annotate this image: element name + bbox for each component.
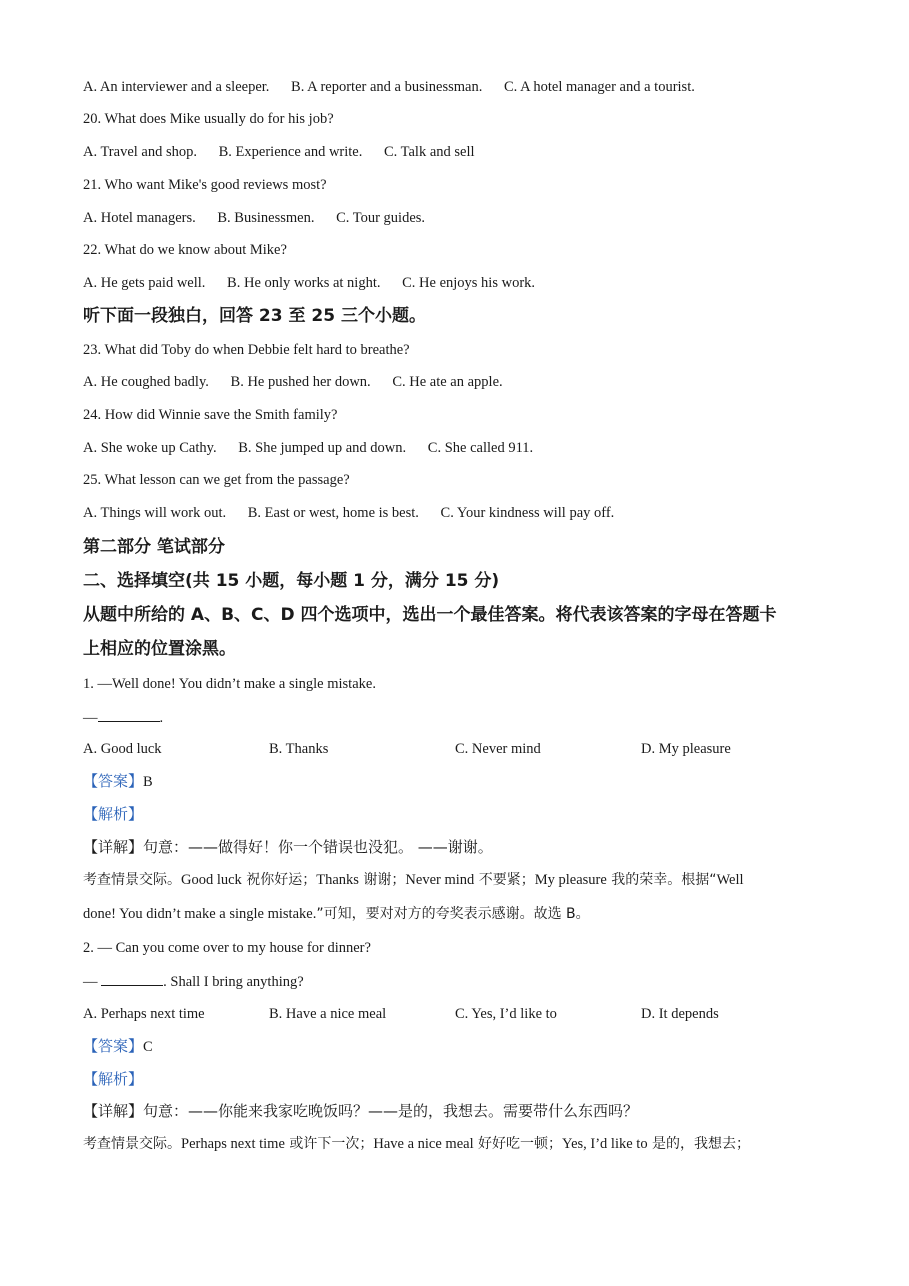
- instruction-line-1: 从题中所给的 A、B、C、D 四个选项中，选出一个最佳答案。将代表该答案的字母在答题卡: [83, 605, 777, 625]
- option-a: A. Perhaps next time: [83, 1006, 205, 1022]
- question-21: 21. Who want Mike's good reviews most?: [83, 177, 327, 193]
- option-b: B. Experience and write.: [218, 144, 363, 160]
- option-d: D. It depends: [641, 1006, 719, 1022]
- q1-detail: 【详解】句意：——做得好！你一个错误也没犯。 ——谢谢。: [83, 838, 493, 856]
- option-c: C. He ate an apple.: [392, 374, 503, 390]
- option-a: A. Travel and shop.: [83, 144, 197, 160]
- answer-label: 【答案】: [83, 1037, 144, 1055]
- q1-analysis-label: 【解析】: [83, 805, 144, 823]
- question-23: 23. What did Toby do when Debbie felt hard to breathe?: [83, 342, 410, 358]
- q1-response-line: — .: [83, 707, 163, 728]
- q2-analysis-label: 【解析】: [83, 1070, 144, 1088]
- option-b: B. Have a nice meal: [269, 1006, 387, 1022]
- option-c: C. Never mind: [455, 741, 541, 757]
- answer-label: 【答案】: [83, 772, 144, 790]
- option-c: C. A hotel manager and a tourist.: [503, 79, 695, 95]
- option-c: C. Tour guides.: [336, 210, 426, 226]
- q22-options: [83, 273, 553, 293]
- option-a: A. Hotel managers.: [83, 210, 196, 226]
- q2-options: [83, 1004, 823, 1024]
- option-b: B. A reporter and a businessman.: [291, 79, 483, 95]
- option-c: C. Yes, I’d like to: [455, 1006, 557, 1022]
- q2-explanation-line-1: 考查情景交际。Perhaps next time 或许下一次；Have a nice meal 好好吃一顿；Yes, I’d like to 是的，我想去；: [83, 1136, 751, 1152]
- answer-value: C: [143, 1039, 153, 1055]
- option-b: B. Businessmen.: [217, 210, 315, 226]
- q24-options: [83, 438, 551, 458]
- q23-options: [83, 372, 521, 392]
- question-25: 25. What lesson can we get from the passage?: [83, 472, 350, 488]
- option-a: A. He coughed badly.: [83, 374, 209, 390]
- option-b: B. He pushed her down.: [230, 374, 371, 390]
- answer-blank: [98, 707, 160, 722]
- section-heading: 二、选择填空(共 15 小题，每小题 1 分，满分 15 分): [83, 571, 500, 591]
- option-b: B. She jumped up and down.: [238, 440, 407, 456]
- q1-explanation-line-2: done! You didn’t make a single mistake.”可知，要对对方的夸奖表示感谢。故选 B。: [83, 906, 590, 922]
- option-c: C. Talk and sell: [383, 144, 475, 160]
- option-a: A. Good luck: [83, 741, 162, 757]
- q2-answer: [83, 1036, 153, 1057]
- option-b: B. Thanks: [269, 741, 329, 757]
- question-2: 2. — Can you come over to my house for dinner?: [83, 940, 371, 956]
- option-b: B. He only works at night.: [227, 275, 381, 291]
- answer-blank: [101, 971, 163, 986]
- option-c: C. He enjoys his work.: [402, 275, 536, 291]
- question-24: 24. How did Winnie save the Smith family?: [83, 407, 338, 423]
- question-20: 20. What does Mike usually do for his job?: [83, 111, 334, 127]
- question-22: 22. What do we know about Mike?: [83, 242, 287, 258]
- instruction-line-2: 上相应的位置涂黑。: [83, 639, 236, 659]
- option-a: A. She woke up Cathy.: [83, 440, 217, 456]
- option-a: A. Things will work out.: [83, 505, 227, 521]
- monologue-heading: 听下面一段独白，回答 23 至 25 三个小题。: [83, 306, 426, 326]
- q20-options: [83, 142, 493, 162]
- option-c: C. Your kindness will pay off.: [440, 505, 615, 521]
- q1-options: [83, 739, 823, 759]
- q19-options: [83, 77, 713, 97]
- part-heading: 第二部分 笔试部分: [83, 537, 225, 557]
- q21-options: [83, 208, 443, 228]
- option-a: A. He gets paid well.: [83, 275, 206, 291]
- q25-options: [83, 503, 632, 523]
- q2-response-line: — . Shall I bring anything?: [83, 971, 304, 992]
- option-c: C. She called 911.: [427, 440, 534, 456]
- q2-detail: 【详解】句意：——你能来我家吃晚饭吗？——是的，我想去。需要带什么东西吗？: [83, 1102, 639, 1120]
- option-d: D. My pleasure: [641, 741, 731, 757]
- q1-answer: [83, 771, 153, 792]
- question-1: 1. —Well done! You didn’t make a single mistake.: [83, 676, 376, 692]
- option-b: B. East or west, home is best.: [247, 505, 419, 521]
- answer-value: B: [143, 774, 153, 790]
- option-a: A. An interviewer and a sleeper.: [83, 79, 270, 95]
- q1-explanation-line-1: 考查情景交际。Good luck 祝你好运；Thanks 谢谢；Never mind 不要紧；My pleasure 我的荣幸。根据“Well: [83, 872, 744, 888]
